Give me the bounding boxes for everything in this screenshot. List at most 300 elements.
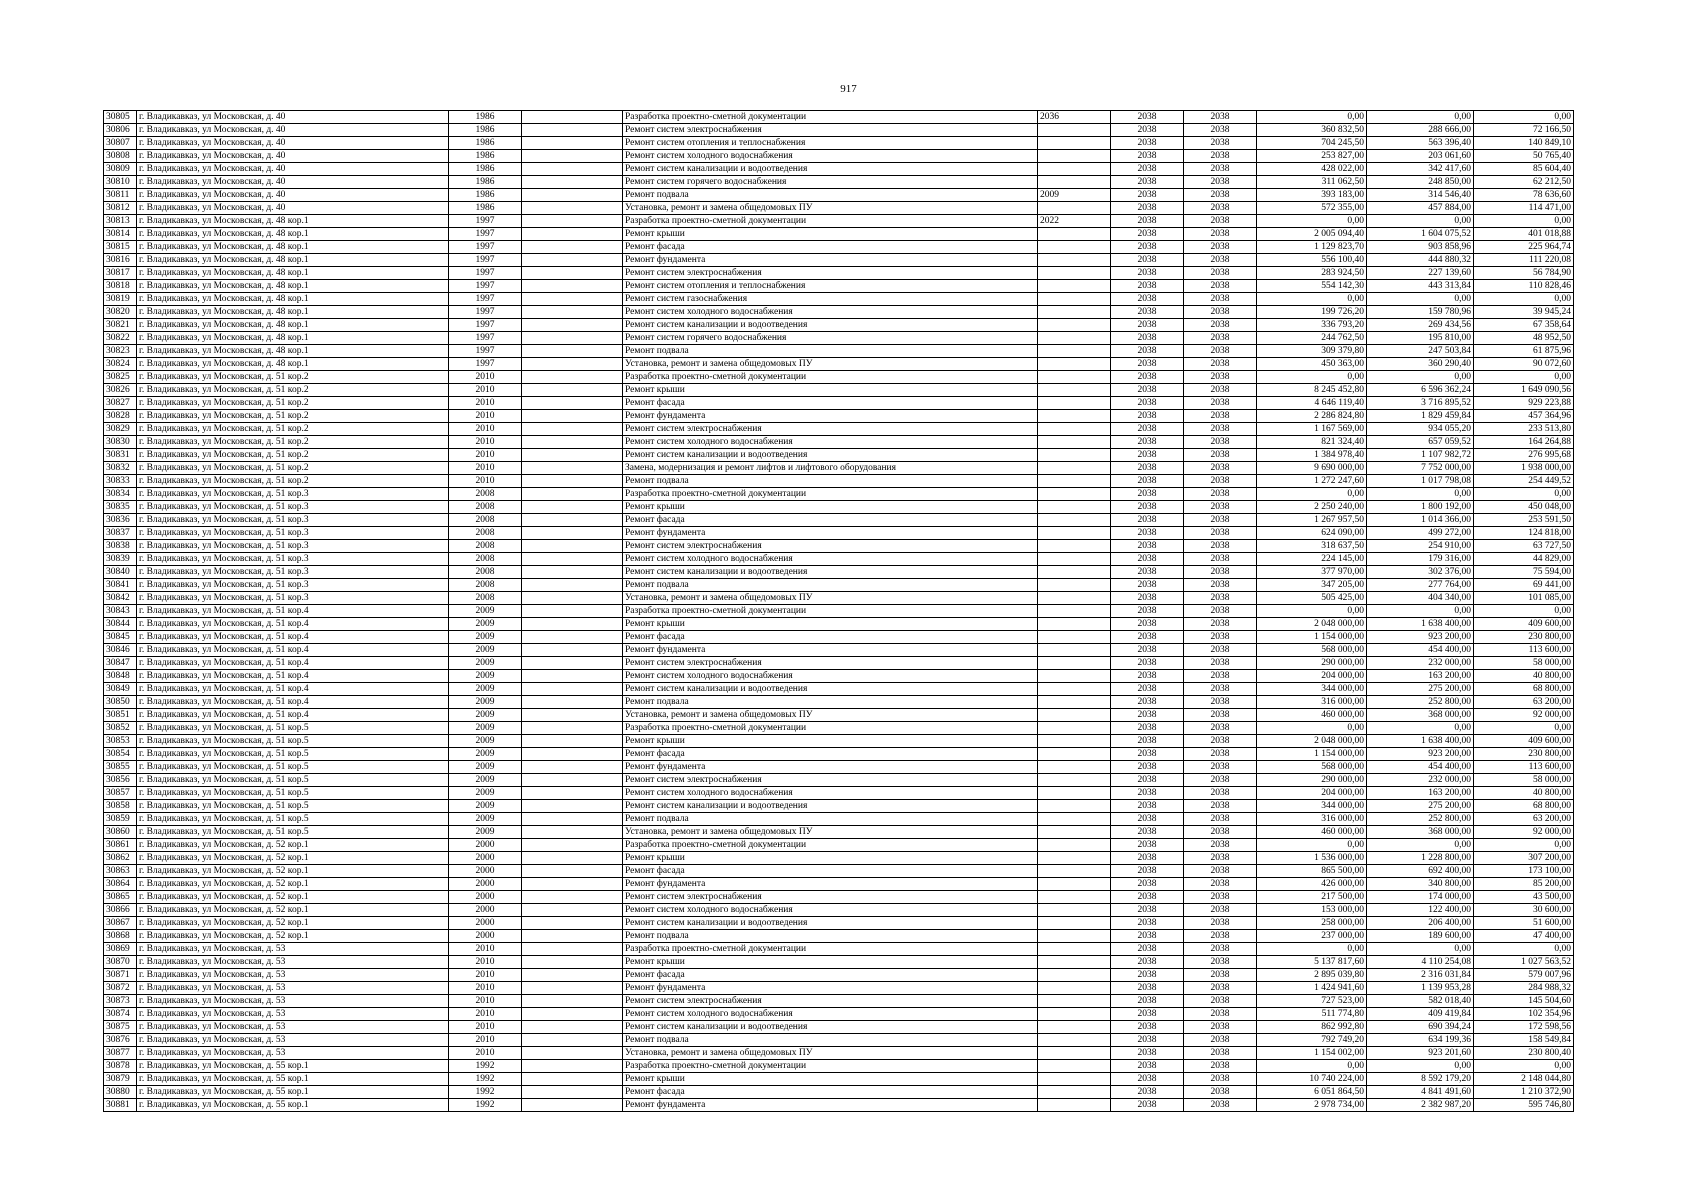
end-year-cell: 2038 <box>1184 306 1257 319</box>
work-type-cell: Ремонт фундамента <box>623 410 1038 423</box>
table-row <box>104 124 1574 137</box>
table-row <box>104 891 1574 904</box>
row-number-cell: 30872 <box>104 982 137 995</box>
owner-cost-cell: 0,00 <box>1474 488 1574 501</box>
total-cost-cell: 1 154 002,00 <box>1257 1047 1367 1060</box>
total-cost-cell: 0,00 <box>1257 605 1367 618</box>
end-year-cell: 2038 <box>1184 956 1257 969</box>
address-cell: г. Владикавказ, ул Московская, д. 51 кор.2 <box>137 384 449 397</box>
start-year-cell: 2038 <box>1111 644 1184 657</box>
start-year-cell: 2038 <box>1111 917 1184 930</box>
fund-cost-cell: 6 596 362,24 <box>1367 384 1474 397</box>
end-year-cell: 2038 <box>1184 189 1257 202</box>
start-year-cell: 2038 <box>1111 241 1184 254</box>
table-row <box>104 436 1574 449</box>
work-type-cell: Ремонт систем электроснабжения <box>623 774 1038 787</box>
total-cost-cell: 393 183,00 <box>1257 189 1367 202</box>
table-row <box>104 137 1574 150</box>
fund-cost-cell: 232 000,00 <box>1367 774 1474 787</box>
blank-cell-cell <box>522 449 623 462</box>
table-row <box>104 800 1574 813</box>
plan-year-cell <box>1038 826 1111 839</box>
total-cost-cell: 311 062,50 <box>1257 176 1367 189</box>
work-type-cell: Установка, ремонт и замена общедомовых ПУ <box>623 709 1038 722</box>
blank-cell-cell <box>522 514 623 527</box>
work-type-cell: Разработка проектно-сметной документации <box>623 722 1038 735</box>
plan-year-cell <box>1038 436 1111 449</box>
work-type-cell: Ремонт подвала <box>623 813 1038 826</box>
address-cell: г. Владикавказ, ул Московская, д. 51 кор.4 <box>137 644 449 657</box>
fund-cost-cell: 189 600,00 <box>1367 930 1474 943</box>
build-year-cell: 2009 <box>449 657 522 670</box>
build-year-cell: 1997 <box>449 267 522 280</box>
plan-year-cell: 2009 <box>1038 189 1111 202</box>
plan-year-cell <box>1038 800 1111 813</box>
total-cost-cell: 316 000,00 <box>1257 813 1367 826</box>
blank-cell-cell <box>522 176 623 189</box>
start-year-cell: 2038 <box>1111 813 1184 826</box>
owner-cost-cell: 253 591,50 <box>1474 514 1574 527</box>
owner-cost-cell: 110 828,46 <box>1474 280 1574 293</box>
fund-cost-cell: 277 764,00 <box>1367 579 1474 592</box>
work-type-cell: Ремонт систем холодного водоснабжения <box>623 306 1038 319</box>
build-year-cell: 2009 <box>449 787 522 800</box>
row-number-cell: 30816 <box>104 254 137 267</box>
owner-cost-cell: 0,00 <box>1474 371 1574 384</box>
row-number-cell: 30870 <box>104 956 137 969</box>
address-cell: г. Владикавказ, ул Московская, д. 40 <box>137 202 449 215</box>
start-year-cell: 2038 <box>1111 1047 1184 1060</box>
owner-cost-cell: 307 200,00 <box>1474 852 1574 865</box>
total-cost-cell: 153 000,00 <box>1257 904 1367 917</box>
owner-cost-cell: 39 945,24 <box>1474 306 1574 319</box>
address-cell: г. Владикавказ, ул Московская, д. 51 кор.3 <box>137 540 449 553</box>
address-cell: г. Владикавказ, ул Московская, д. 48 кор.1 <box>137 358 449 371</box>
start-year-cell: 2038 <box>1111 137 1184 150</box>
owner-cost-cell: 230 800,00 <box>1474 631 1574 644</box>
build-year-cell: 2010 <box>449 969 522 982</box>
plan-year-cell <box>1038 137 1111 150</box>
total-cost-cell: 1 154 000,00 <box>1257 748 1367 761</box>
fund-cost-cell: 0,00 <box>1367 293 1474 306</box>
build-year-cell: 1997 <box>449 332 522 345</box>
owner-cost-cell: 0,00 <box>1474 839 1574 852</box>
address-cell: г. Владикавказ, ул Московская, д. 40 <box>137 150 449 163</box>
blank-cell-cell <box>522 1060 623 1073</box>
start-year-cell: 2038 <box>1111 462 1184 475</box>
work-type-cell: Ремонт систем канализации и водоотведения <box>623 319 1038 332</box>
row-number-cell: 30869 <box>104 943 137 956</box>
blank-cell-cell <box>522 319 623 332</box>
table-row <box>104 241 1574 254</box>
start-year-cell: 2038 <box>1111 280 1184 293</box>
end-year-cell: 2038 <box>1184 566 1257 579</box>
fund-cost-cell: 409 419,84 <box>1367 1008 1474 1021</box>
total-cost-cell: 511 774,80 <box>1257 1008 1367 1021</box>
table-row <box>104 397 1574 410</box>
plan-year-cell <box>1038 345 1111 358</box>
start-year-cell: 2038 <box>1111 163 1184 176</box>
plan-year-cell <box>1038 540 1111 553</box>
work-type-cell: Ремонт фундамента <box>623 527 1038 540</box>
row-number-cell: 30818 <box>104 280 137 293</box>
start-year-cell: 2038 <box>1111 514 1184 527</box>
blank-cell-cell <box>522 371 623 384</box>
table-row <box>104 501 1574 514</box>
total-cost-cell: 460 000,00 <box>1257 709 1367 722</box>
build-year-cell: 2009 <box>449 800 522 813</box>
address-cell: г. Владикавказ, ул Московская, д. 51 кор.2 <box>137 436 449 449</box>
table-row <box>104 111 1574 124</box>
blank-cell-cell <box>522 228 623 241</box>
start-year-cell: 2038 <box>1111 410 1184 423</box>
plan-year-cell <box>1038 839 1111 852</box>
start-year-cell: 2038 <box>1111 488 1184 501</box>
table-row <box>104 917 1574 930</box>
plan-year-cell <box>1038 1021 1111 1034</box>
owner-cost-cell: 233 513,80 <box>1474 423 1574 436</box>
blank-cell-cell <box>522 683 623 696</box>
fund-cost-cell: 934 055,20 <box>1367 423 1474 436</box>
total-cost-cell: 290 000,00 <box>1257 657 1367 670</box>
build-year-cell: 2008 <box>449 579 522 592</box>
work-type-cell: Ремонт фасада <box>623 631 1038 644</box>
table-row <box>104 631 1574 644</box>
work-type-cell: Ремонт систем канализации и водоотведения <box>623 1021 1038 1034</box>
work-type-cell: Ремонт подвала <box>623 930 1038 943</box>
work-type-cell: Ремонт систем газоснабжения <box>623 293 1038 306</box>
table-row <box>104 449 1574 462</box>
build-year-cell: 2008 <box>449 553 522 566</box>
row-number-cell: 30868 <box>104 930 137 943</box>
fund-cost-cell: 692 400,00 <box>1367 865 1474 878</box>
end-year-cell: 2038 <box>1184 267 1257 280</box>
total-cost-cell: 727 523,00 <box>1257 995 1367 1008</box>
blank-cell-cell <box>522 1099 623 1112</box>
table-row <box>104 423 1574 436</box>
work-type-cell: Ремонт фундамента <box>623 644 1038 657</box>
address-cell: г. Владикавказ, ул Московская, д. 48 кор.1 <box>137 267 449 280</box>
table-row <box>104 553 1574 566</box>
start-year-cell: 2038 <box>1111 904 1184 917</box>
end-year-cell: 2038 <box>1184 852 1257 865</box>
fund-cost-cell: 1 139 953,28 <box>1367 982 1474 995</box>
row-number-cell: 30855 <box>104 761 137 774</box>
work-type-cell: Ремонт фасада <box>623 514 1038 527</box>
plan-year-cell <box>1038 228 1111 241</box>
end-year-cell: 2038 <box>1184 540 1257 553</box>
plan-year-cell <box>1038 696 1111 709</box>
end-year-cell: 2038 <box>1184 774 1257 787</box>
end-year-cell: 2038 <box>1184 111 1257 124</box>
start-year-cell: 2038 <box>1111 1034 1184 1047</box>
build-year-cell: 2009 <box>449 761 522 774</box>
work-type-cell: Установка, ремонт и замена общедомовых ПУ <box>623 592 1038 605</box>
row-number-cell: 30852 <box>104 722 137 735</box>
blank-cell-cell <box>522 1034 623 1047</box>
work-type-cell: Ремонт систем электроснабжения <box>623 540 1038 553</box>
work-type-cell: Ремонт систем электроснабжения <box>623 891 1038 904</box>
table-row <box>104 852 1574 865</box>
total-cost-cell: 0,00 <box>1257 215 1367 228</box>
total-cost-cell: 821 324,40 <box>1257 436 1367 449</box>
address-cell: г. Владикавказ, ул Московская, д. 48 кор.1 <box>137 241 449 254</box>
build-year-cell: 2010 <box>449 397 522 410</box>
total-cost-cell: 199 726,20 <box>1257 306 1367 319</box>
build-year-cell: 2009 <box>449 722 522 735</box>
owner-cost-cell: 276 995,68 <box>1474 449 1574 462</box>
work-type-cell: Ремонт крыши <box>623 228 1038 241</box>
table-row <box>104 787 1574 800</box>
fund-cost-cell: 163 200,00 <box>1367 670 1474 683</box>
table-row <box>104 280 1574 293</box>
table-row <box>104 774 1574 787</box>
fund-cost-cell: 163 200,00 <box>1367 787 1474 800</box>
start-year-cell: 2038 <box>1111 605 1184 618</box>
plan-year-cell <box>1038 1034 1111 1047</box>
owner-cost-cell: 164 264,88 <box>1474 436 1574 449</box>
end-year-cell: 2038 <box>1184 644 1257 657</box>
work-type-cell: Ремонт фасада <box>623 969 1038 982</box>
table-row <box>104 215 1574 228</box>
fund-cost-cell: 232 000,00 <box>1367 657 1474 670</box>
build-year-cell: 2008 <box>449 488 522 501</box>
start-year-cell: 2038 <box>1111 943 1184 956</box>
work-type-cell: Ремонт фасада <box>623 748 1038 761</box>
row-number-cell: 30811 <box>104 189 137 202</box>
total-cost-cell: 347 205,00 <box>1257 579 1367 592</box>
table-row <box>104 930 1574 943</box>
fund-cost-cell: 444 880,32 <box>1367 254 1474 267</box>
table-row <box>104 956 1574 969</box>
blank-cell-cell <box>522 1021 623 1034</box>
build-year-cell: 2009 <box>449 826 522 839</box>
table-row <box>104 826 1574 839</box>
address-cell: г. Владикавказ, ул Московская, д. 40 <box>137 176 449 189</box>
build-year-cell: 1997 <box>449 293 522 306</box>
fund-cost-cell: 174 000,00 <box>1367 891 1474 904</box>
address-cell: г. Владикавказ, ул Московская, д. 48 кор.1 <box>137 280 449 293</box>
plan-year-cell <box>1038 280 1111 293</box>
end-year-cell: 2038 <box>1184 930 1257 943</box>
build-year-cell: 2010 <box>449 995 522 1008</box>
build-year-cell: 2010 <box>449 371 522 384</box>
table-row <box>104 995 1574 1008</box>
end-year-cell: 2038 <box>1184 176 1257 189</box>
end-year-cell: 2038 <box>1184 514 1257 527</box>
fund-cost-cell: 923 200,00 <box>1367 748 1474 761</box>
work-type-cell: Ремонт фасада <box>623 241 1038 254</box>
build-year-cell: 1997 <box>449 241 522 254</box>
owner-cost-cell: 409 600,00 <box>1474 618 1574 631</box>
total-cost-cell: 704 245,50 <box>1257 137 1367 150</box>
plan-year-cell <box>1038 475 1111 488</box>
address-cell: г. Владикавказ, ул Московская, д. 51 кор.2 <box>137 449 449 462</box>
build-year-cell: 2010 <box>449 475 522 488</box>
row-number-cell: 30866 <box>104 904 137 917</box>
fund-cost-cell: 4 110 254,08 <box>1367 956 1474 969</box>
address-cell: г. Владикавказ, ул Московская, д. 55 кор.1 <box>137 1060 449 1073</box>
blank-cell-cell <box>522 475 623 488</box>
plan-year-cell <box>1038 254 1111 267</box>
work-type-cell: Ремонт крыши <box>623 852 1038 865</box>
owner-cost-cell: 101 085,00 <box>1474 592 1574 605</box>
end-year-cell: 2038 <box>1184 1034 1257 1047</box>
blank-cell-cell <box>522 1086 623 1099</box>
row-number-cell: 30847 <box>104 657 137 670</box>
blank-cell-cell <box>522 1008 623 1021</box>
row-number-cell: 30832 <box>104 462 137 475</box>
total-cost-cell: 1 129 823,70 <box>1257 241 1367 254</box>
blank-cell-cell <box>522 800 623 813</box>
total-cost-cell: 0,00 <box>1257 293 1367 306</box>
fund-cost-cell: 1 829 459,84 <box>1367 410 1474 423</box>
end-year-cell: 2038 <box>1184 1008 1257 1021</box>
work-type-cell: Ремонт систем электроснабжения <box>623 995 1038 1008</box>
work-type-cell: Установка, ремонт и замена общедомовых ПУ <box>623 1047 1038 1060</box>
start-year-cell: 2038 <box>1111 397 1184 410</box>
work-type-cell: Ремонт систем канализации и водоотведения <box>623 917 1038 930</box>
work-type-cell: Ремонт фундамента <box>623 878 1038 891</box>
build-year-cell: 2010 <box>449 384 522 397</box>
build-year-cell: 2008 <box>449 540 522 553</box>
work-type-cell: Ремонт систем электроснабжения <box>623 657 1038 670</box>
owner-cost-cell: 409 600,00 <box>1474 735 1574 748</box>
total-cost-cell: 1 272 247,60 <box>1257 475 1367 488</box>
end-year-cell: 2038 <box>1184 436 1257 449</box>
total-cost-cell: 428 022,00 <box>1257 163 1367 176</box>
owner-cost-cell: 158 549,84 <box>1474 1034 1574 1047</box>
build-year-cell: 1986 <box>449 189 522 202</box>
total-cost-cell: 6 051 864,50 <box>1257 1086 1367 1099</box>
table-row <box>104 527 1574 540</box>
row-number-cell: 30812 <box>104 202 137 215</box>
table-row <box>104 410 1574 423</box>
row-number-cell: 30825 <box>104 371 137 384</box>
build-year-cell: 1992 <box>449 1060 522 1073</box>
plan-year-cell <box>1038 865 1111 878</box>
work-type-cell: Разработка проектно-сметной документации <box>623 605 1038 618</box>
total-cost-cell: 258 000,00 <box>1257 917 1367 930</box>
plan-year-cell <box>1038 449 1111 462</box>
build-year-cell: 2009 <box>449 683 522 696</box>
start-year-cell: 2038 <box>1111 826 1184 839</box>
address-cell: г. Владикавказ, ул Московская, д. 51 кор.5 <box>137 800 449 813</box>
row-number-cell: 30878 <box>104 1060 137 1073</box>
end-year-cell: 2038 <box>1184 319 1257 332</box>
address-cell: г. Владикавказ, ул Московская, д. 51 кор.5 <box>137 735 449 748</box>
total-cost-cell: 572 355,00 <box>1257 202 1367 215</box>
row-number-cell: 30805 <box>104 111 137 124</box>
end-year-cell: 2038 <box>1184 696 1257 709</box>
fund-cost-cell: 657 059,52 <box>1367 436 1474 449</box>
fund-cost-cell: 454 400,00 <box>1367 644 1474 657</box>
blank-cell-cell <box>522 111 623 124</box>
address-cell: г. Владикавказ, ул Московская, д. 51 кор.2 <box>137 462 449 475</box>
work-type-cell: Ремонт фундамента <box>623 254 1038 267</box>
owner-cost-cell: 1 027 563,52 <box>1474 956 1574 969</box>
start-year-cell: 2038 <box>1111 852 1184 865</box>
end-year-cell: 2038 <box>1184 527 1257 540</box>
address-cell: г. Владикавказ, ул Московская, д. 48 кор.1 <box>137 345 449 358</box>
total-cost-cell: 1 384 978,40 <box>1257 449 1367 462</box>
table-row <box>104 865 1574 878</box>
blank-cell-cell <box>522 566 623 579</box>
blank-cell-cell <box>522 501 623 514</box>
plan-year-cell <box>1038 241 1111 254</box>
plan-year-cell <box>1038 670 1111 683</box>
address-cell: г. Владикавказ, ул Московская, д. 53 <box>137 995 449 1008</box>
address-cell: г. Владикавказ, ул Московская, д. 40 <box>137 124 449 137</box>
end-year-cell: 2038 <box>1184 488 1257 501</box>
end-year-cell: 2038 <box>1184 943 1257 956</box>
blank-cell-cell <box>522 982 623 995</box>
total-cost-cell: 624 090,00 <box>1257 527 1367 540</box>
table-row <box>104 657 1574 670</box>
blank-cell-cell <box>522 579 623 592</box>
fund-cost-cell: 0,00 <box>1367 111 1474 124</box>
fund-cost-cell: 2 382 987,20 <box>1367 1099 1474 1112</box>
plan-year-cell <box>1038 410 1111 423</box>
end-year-cell: 2038 <box>1184 605 1257 618</box>
build-year-cell: 2009 <box>449 631 522 644</box>
start-year-cell: 2038 <box>1111 124 1184 137</box>
address-cell: г. Владикавказ, ул Московская, д. 51 кор.2 <box>137 397 449 410</box>
owner-cost-cell: 75 594,00 <box>1474 566 1574 579</box>
plan-year-cell <box>1038 943 1111 956</box>
address-cell: г. Владикавказ, ул Московская, д. 51 кор.3 <box>137 592 449 605</box>
start-year-cell: 2038 <box>1111 839 1184 852</box>
blank-cell-cell <box>522 722 623 735</box>
start-year-cell: 2038 <box>1111 774 1184 787</box>
address-cell: г. Владикавказ, ул Московская, д. 52 кор.1 <box>137 865 449 878</box>
row-number-cell: 30830 <box>104 436 137 449</box>
address-cell: г. Владикавказ, ул Московская, д. 53 <box>137 969 449 982</box>
row-number-cell: 30831 <box>104 449 137 462</box>
address-cell: г. Владикавказ, ул Московская, д. 51 кор.3 <box>137 488 449 501</box>
plan-year-cell <box>1038 514 1111 527</box>
owner-cost-cell: 48 952,50 <box>1474 332 1574 345</box>
total-cost-cell: 283 924,50 <box>1257 267 1367 280</box>
row-number-cell: 30826 <box>104 384 137 397</box>
end-year-cell: 2038 <box>1184 1047 1257 1060</box>
total-cost-cell: 336 793,20 <box>1257 319 1367 332</box>
start-year-cell: 2038 <box>1111 735 1184 748</box>
start-year-cell: 2038 <box>1111 306 1184 319</box>
table-row <box>104 163 1574 176</box>
owner-cost-cell: 50 765,40 <box>1474 150 1574 163</box>
build-year-cell: 2009 <box>449 813 522 826</box>
end-year-cell: 2038 <box>1184 384 1257 397</box>
total-cost-cell: 2 978 734,00 <box>1257 1099 1367 1112</box>
owner-cost-cell: 579 007,96 <box>1474 969 1574 982</box>
fund-cost-cell: 288 666,00 <box>1367 124 1474 137</box>
end-year-cell: 2038 <box>1184 800 1257 813</box>
work-type-cell: Разработка проектно-сметной документации <box>623 488 1038 501</box>
blank-cell-cell <box>522 969 623 982</box>
total-cost-cell: 344 000,00 <box>1257 800 1367 813</box>
owner-cost-cell: 0,00 <box>1474 722 1574 735</box>
address-cell: г. Владикавказ, ул Московская, д. 52 кор.1 <box>137 930 449 943</box>
total-cost-cell: 792 749,20 <box>1257 1034 1367 1047</box>
start-year-cell: 2038 <box>1111 228 1184 241</box>
start-year-cell: 2038 <box>1111 787 1184 800</box>
end-year-cell: 2038 <box>1184 137 1257 150</box>
work-type-cell: Ремонт подвала <box>623 189 1038 202</box>
row-number-cell: 30834 <box>104 488 137 501</box>
start-year-cell: 2038 <box>1111 631 1184 644</box>
address-cell: г. Владикавказ, ул Московская, д. 51 кор.5 <box>137 826 449 839</box>
